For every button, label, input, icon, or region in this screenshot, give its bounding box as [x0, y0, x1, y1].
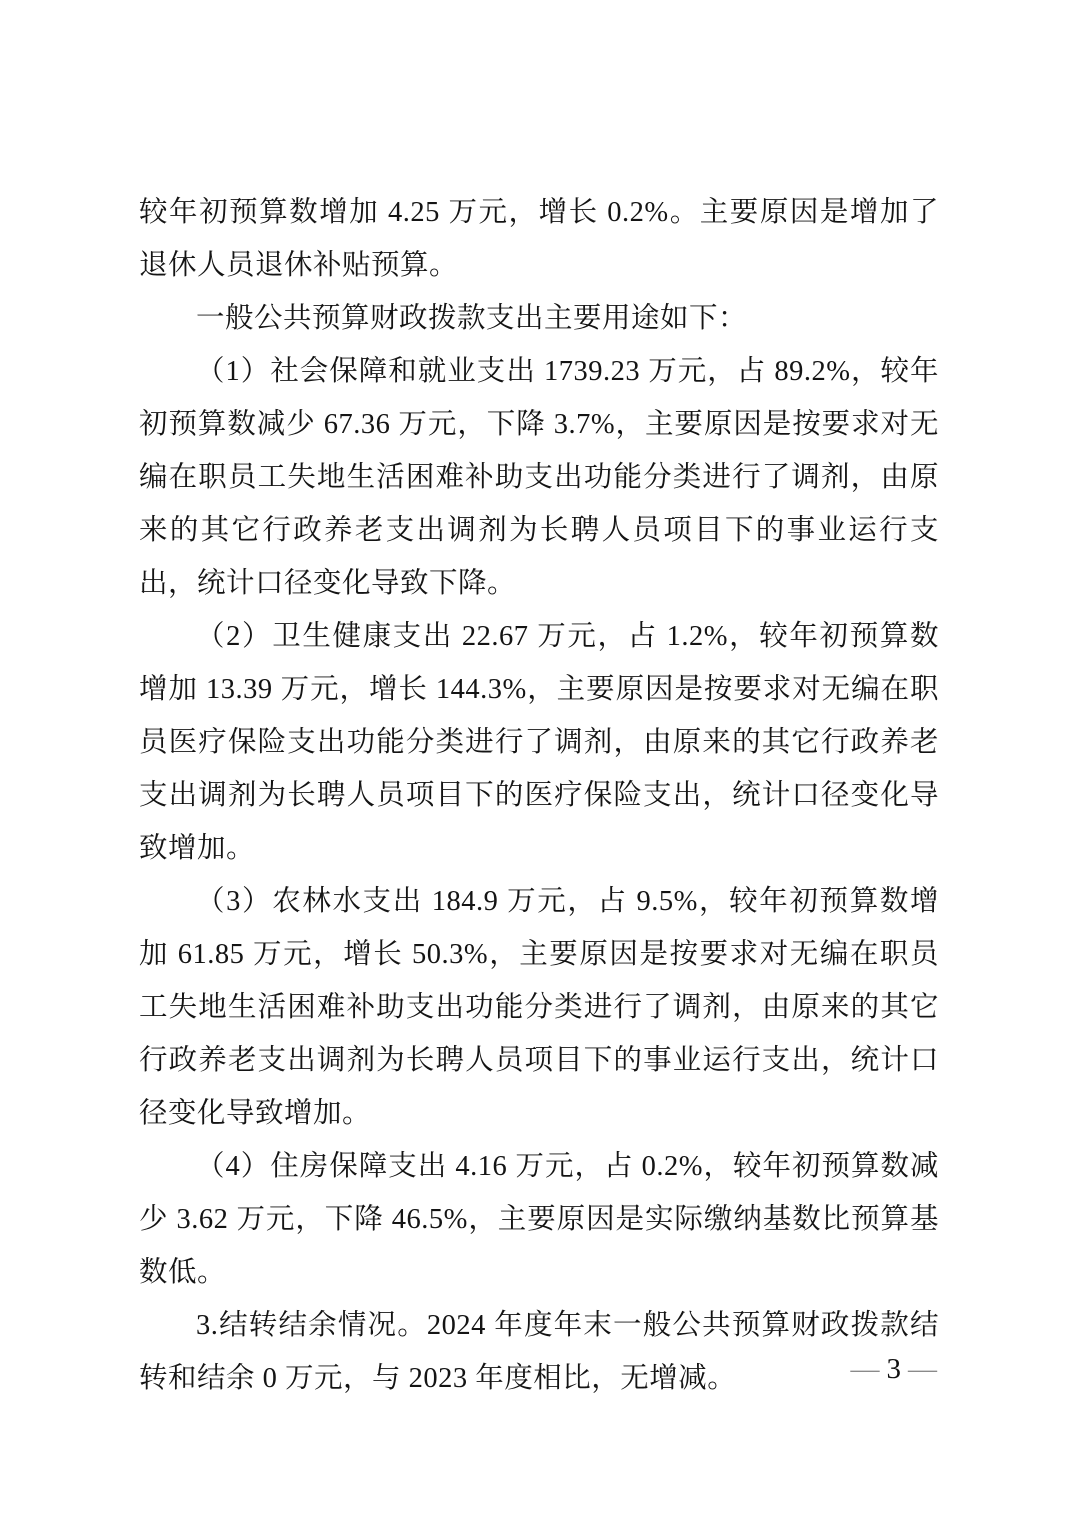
paragraph-item-2: （2）卫生健康支出 22.67 万元，占 1.2%，较年初预算数增加 13.39 万元，增长 144.3%，主要原因是按要求对无编在职员医疗保险支出功能分类进行了调剂，由原来的其它行政养老支出调剂为长聘人员项目下的医疗保险支出，统计口径变化导致增加。 [139, 621, 939, 864]
document-body [139, 186, 939, 1405]
paragraph-item-1: （1）社会保障和就业支出 1739.23 万元，占 89.2%，较年初预算数减少 67.36 万元，下降 3.7%，主要原因是按要求对无编在职员工失地生活困难补助支出功能分类进行了调剂，由原来的其它行政养老支出调剂为长聘人员项目下的事业运行支出，统计口径变化导致下降。 [139, 356, 939, 599]
paragraph-carryover-balance: 3.结转结余情况。2024 年度年末一般公共预算财政拨款结转和结余 0 万元，与 2023 年度相比，无增减。 [139, 1310, 939, 1394]
paragraph-continuation: 较年初预算数增加 4.25 万元，增长 0.2%。主要原因是增加了退休人员退休补贴预算。 [139, 197, 939, 281]
page-number [851, 1353, 938, 1385]
page-number-dash-left: — [850, 1353, 880, 1385]
paragraph-item-3: （3）农林水支出 184.9 万元，占 9.5%，较年初预算数增加 61.85 万元，增长 50.3%，主要原因是按要求对无编在职员工失地生活困难补助支出功能分类进行了调剂，由原来的其它行政养老支出调剂为长聘人员项目下的事业运行支出，统计口径变化导致增加。 [139, 886, 939, 1129]
page-number-value: 3 [886, 1353, 901, 1385]
paragraph-item-4: （4）住房保障支出 4.16 万元，占 0.2%，较年初预算数减少 3.62 万元，下降 46.5%，主要原因是实际缴纳基数比预算基数低。 [139, 1151, 939, 1288]
paragraph-intro: 一般公共预算财政拨款支出主要用途如下： [196, 303, 748, 334]
page-number-dash-right: — [908, 1353, 937, 1385]
